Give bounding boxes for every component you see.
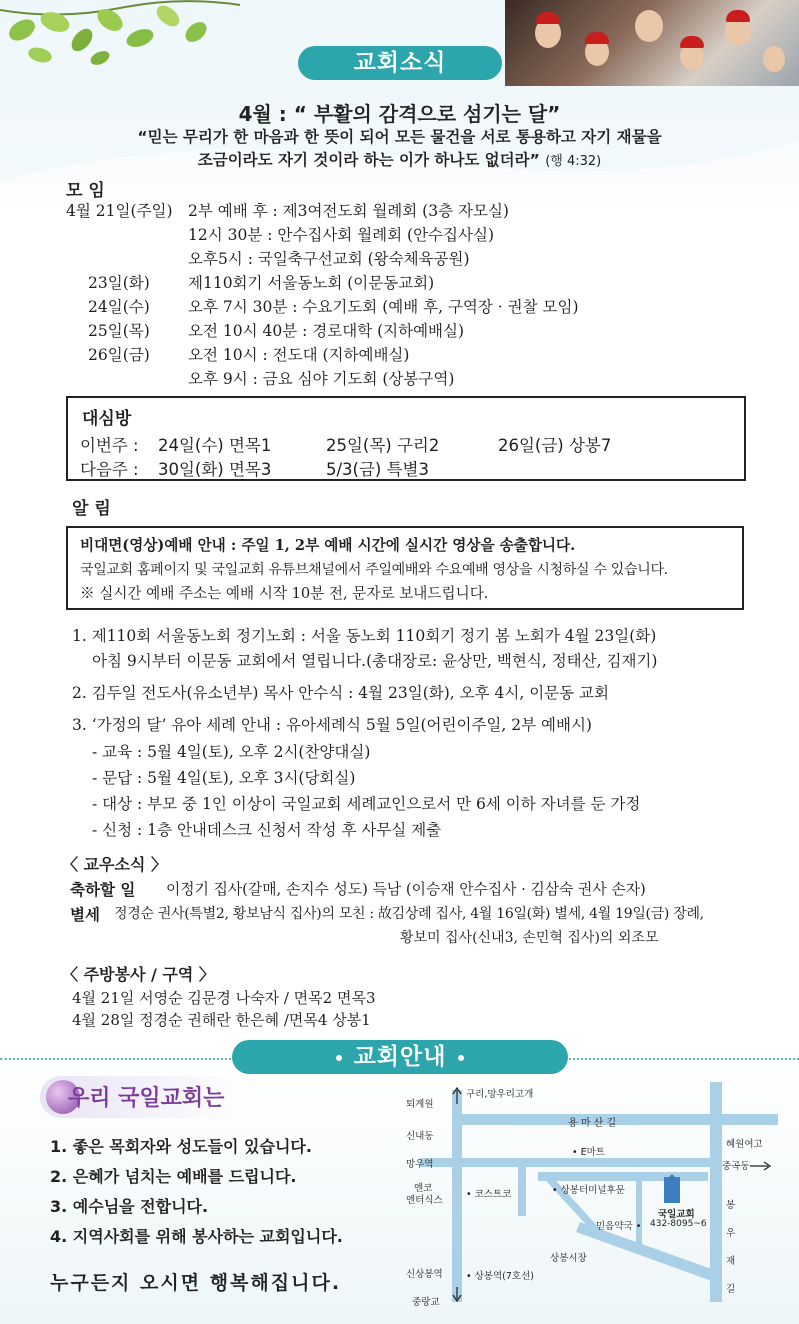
guide-item: 2. 은혜가 넘치는 예배를 드립니다.: [50, 1167, 297, 1186]
map-label: • 코스트코: [466, 1189, 512, 1200]
next-week-label: 다음주 :: [80, 460, 139, 479]
guide-item: 4. 지역사회를 위해 봉사하는 교회입니다.: [50, 1227, 343, 1246]
map-label: • E마트: [572, 1147, 605, 1158]
map-label: 신상봉역: [406, 1269, 443, 1280]
visitation-heading: 대심방: [82, 409, 132, 429]
guide-title-pill: 우리 국일교회는: [40, 1076, 250, 1118]
notice-line: 국일교회 홈페이지 및 국일교회 유튜브채널에서 주일예배와 수요예배 영상을 시청하실 수 있습니다.: [80, 562, 668, 578]
map-label: 상봉시장: [550, 1253, 587, 1264]
meeting-detail: 오후5시 : 국일축구선교회 (왕숙체육공원): [188, 250, 470, 268]
celebration-label: 축하할 일: [70, 881, 136, 899]
announcement-item: 2. 김두일 전도사(유소년부) 목사 안수식 : 4월 23일(화), 오후 4시, 이문동 교회: [72, 684, 609, 702]
map-label: 망우역: [406, 1159, 434, 1170]
celebration-text: 이정기 집사(갈매, 손지수 성도) 득남 (이승재 안수집사 · 김삼숙 권사 손자): [166, 881, 646, 898]
map-label: 국일교회: [658, 1209, 695, 1220]
announcement-item: 아침 9시부터 이문동 교회에서 열립니다.(총대장로: 윤상만, 백현식, 정태산, 김재기): [92, 652, 658, 670]
map-label: 신내동: [406, 1131, 434, 1142]
month-theme-title: 4월 : “ 부활의 감격으로 섬기는 달”: [238, 102, 561, 126]
guide-slogan: 누구든지 오시면 행복해집니다.: [50, 1272, 342, 1294]
announcement-subitem: - 대상 : 부모 중 1인 이상이 국일교회 세례교인으로서 만 6세 이하 자녀를 둔 가정: [92, 795, 641, 813]
visitation-entry: 5/3(금) 특별3: [326, 460, 429, 479]
kitchen-line: 4월 28일 정경순 권해란 한은혜 /면목4 상봉1: [72, 1011, 371, 1029]
map-label: 구리,망우리고개: [466, 1089, 534, 1100]
map-label: 봉우재길: [726, 1200, 736, 1295]
scripture-quote: “믿는 무리가 한 마음과 한 뜻이 되어 모든 물건을 서로 통용하고 자기 재물을 조금이라도 자기 것이라 하는 이가 하나도 없더라” (행 4:32): [137, 128, 662, 169]
choir-photo: [505, 0, 799, 86]
map-label: 믿음약국 •: [596, 1221, 642, 1232]
notice-line: ※ 실시간 예배 주소는 예배 시작 10분 전, 문자로 보내드립니다.: [80, 585, 489, 602]
condolence-label: 별세: [70, 906, 100, 924]
meeting-detail: 제110회기 서울동노회 (이문동교회): [188, 274, 435, 292]
announcement-subitem: - 교육 : 5월 4일(토), 오후 2시(찬양대실): [92, 743, 371, 761]
meetings-heading: 모 임: [66, 181, 105, 201]
guide-item: 3. 예수님을 전합니다.: [50, 1197, 209, 1216]
announcement-subitem: - 문답 : 5월 4일(토), 오후 3시(당회실): [92, 769, 356, 787]
map-label: 432-8095~6: [650, 1219, 707, 1229]
map-label: 엔터식스: [406, 1195, 443, 1206]
meeting-detail: 오후 7시 30분 : 수요기도회 (예배 후, 구역장 · 권찰 모임): [188, 298, 579, 316]
visitation-box: [66, 396, 746, 481]
map-label: 중랑교: [412, 1297, 440, 1308]
guide-banner: 교회안내: [232, 1040, 568, 1074]
map-label: • 상봉역(7호선): [466, 1271, 534, 1282]
this-week-label: 이번주 :: [80, 436, 139, 455]
meeting-detail: 12시 30분 : 안수집사회 월례회 (안수집사실): [188, 226, 494, 244]
announcement-item: 1. 제110회 서울동노회 정기노회 : 서울 동노회 110회기 정기 봄 노회가 4월 23일(화): [72, 627, 657, 645]
news-banner: 교회소식: [298, 46, 502, 80]
visitation-entry: 30일(화) 면목3: [158, 460, 272, 479]
announcement-item: 3. ‘가정의 달’ 유아 세례 안내 : 유아세례식 5월 5일(어린이주일, 2부 예배시): [72, 716, 592, 734]
condolence-text: 정경순 권사(특별2, 황보남식 집사)의 모친 : 故김상례 집사, 4월 16일(화) 별세, 4월 19일(금) 장례,: [114, 906, 704, 922]
kitchen-heading: 〈 주방봉사 / 구역 〉: [62, 965, 215, 984]
map-label: 중곡동: [722, 1161, 750, 1172]
members-news-heading: 〈 교우소식 〉: [62, 855, 167, 874]
announcement-subitem: - 신청 : 1층 안내데스크 신청서 작성 후 사무실 제출: [92, 821, 442, 839]
meeting-detail: 오전 10시 40분 : 경로대학 (지하예배실): [188, 322, 465, 340]
kitchen-line: 4월 21일 서영순 김문경 나숙자 / 면목2 면목3: [72, 989, 376, 1007]
meeting-detail: 오후 9시 : 금요 심야 기도회 (상봉구역): [188, 370, 455, 388]
map-label: • 상봉터미널후문: [552, 1185, 625, 1196]
map-label: 엔코: [414, 1183, 433, 1194]
meeting-date: 25일(목): [88, 322, 150, 340]
online-worship-notice: [66, 526, 744, 610]
leaves-decoration: [0, 0, 240, 75]
visitation-entry: 26일(금) 상봉7: [498, 436, 612, 455]
meeting-date: 4월 21일(주일): [66, 202, 173, 220]
visitation-entry: 25일(목) 구리2: [326, 436, 440, 455]
notice-line: 비대면(영상)예배 안내 : 주일 1, 2부 예배 시간에 실시간 영상을 송출합니다.: [80, 537, 576, 554]
announcements-heading: 알 림: [72, 499, 111, 519]
meeting-detail: 2부 예배 후 : 제3여전도회 월례회 (3층 자모실): [188, 202, 509, 220]
meeting-date: 24일(수): [88, 298, 150, 316]
church-location-map: [400, 1082, 790, 1308]
meeting-date: 23일(화): [88, 274, 150, 292]
map-label: 용 마 산 길: [568, 1118, 617, 1129]
visitation-entry: 24일(수) 면목1: [158, 436, 272, 455]
map-label: 퇴계원: [406, 1099, 434, 1110]
meeting-detail: 오전 10시 : 전도대 (지하예배실): [188, 346, 410, 364]
map-label: 혜원여고: [726, 1139, 763, 1150]
guide-item: 1. 좋은 목회자와 성도들이 있습니다.: [50, 1137, 312, 1156]
condolence-text: 황보미 집사(신내3, 손민혁 집사)의 외조모: [400, 930, 659, 946]
meeting-date: 26일(금): [88, 346, 150, 364]
